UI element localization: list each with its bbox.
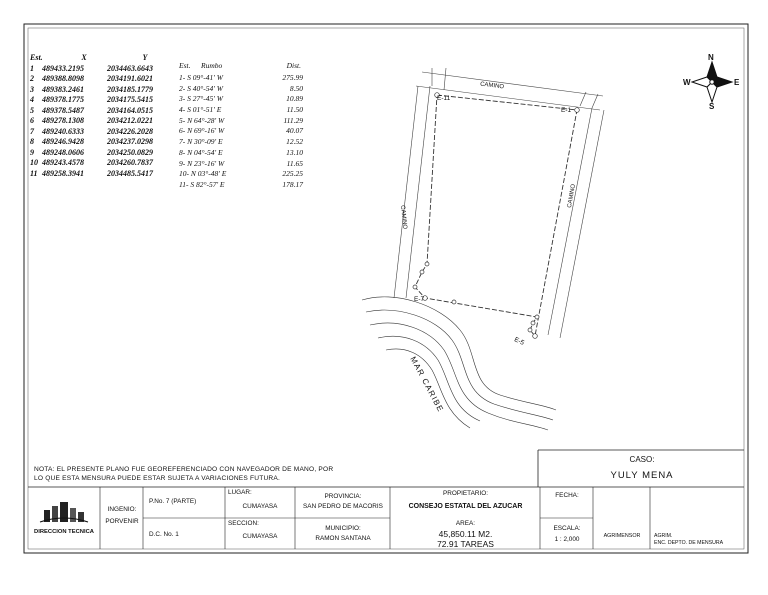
provincia-label: PROVINCIA: — [324, 493, 362, 500]
coordinate-cell: 489378.1775 — [42, 95, 84, 104]
coordinate-row — [30, 95, 180, 106]
direccion-tecnica-logo-icon — [36, 496, 92, 526]
bearing-cell: 3- S 27°-45' W — [179, 94, 223, 104]
seccion-label: SECCION: — [228, 520, 259, 527]
compass-rose-icon — [692, 62, 732, 102]
coordinates-header: Est. X Y — [30, 53, 148, 62]
coordinate-cell: 489248.0606 — [42, 147, 84, 157]
coordinate-row — [30, 85, 180, 96]
compass-w: W — [683, 78, 691, 87]
area-label: AREA: — [455, 520, 476, 527]
coordinate-cell: 2034226.2028 — [107, 126, 153, 136]
coordinate-row — [30, 74, 180, 85]
coordinates-table — [30, 53, 180, 179]
bearing-row — [179, 116, 303, 127]
provincia-value: SAN PEDRO DE MACORIS — [303, 503, 383, 510]
coordinate-cell: 6 — [30, 116, 34, 125]
agrim-label: AGRIM. — [654, 533, 673, 539]
coordinate-row — [30, 158, 180, 169]
coordinate-cell: 2034185.1779 — [107, 84, 153, 94]
agrimensor-label: AGRIMENSOR — [603, 533, 641, 539]
station-label-e1: E-1 — [561, 107, 572, 114]
distance-cell: 13.10 — [286, 147, 303, 157]
coordinate-row — [30, 116, 180, 127]
bearing-row — [179, 126, 303, 137]
distance-cell: 225.25 — [282, 169, 303, 179]
bearing-cell: 11- S 82°-57' E — [179, 179, 225, 189]
propietario-label: PROPIETARIO: — [443, 490, 488, 497]
distance-cell: 11.50 — [286, 105, 303, 115]
municipio-label: MUNICIPIO: — [325, 525, 361, 532]
bearing-cell: 6- N 69°-16' W — [179, 126, 225, 136]
distance-cell: 8.50 — [289, 83, 303, 93]
case-name: YULY MENA — [610, 470, 674, 481]
coordinate-cell: 2034175.5415 — [107, 95, 153, 104]
compass-s: S — [709, 102, 715, 111]
coordinate-cell: 489388.8098 — [42, 74, 84, 83]
bearing-cell: 4- S 01°-51' E — [179, 105, 222, 115]
coordinate-row — [30, 137, 180, 148]
case-label: CASO: — [629, 455, 655, 464]
station-label-e7: E-7 — [414, 296, 425, 303]
coordinate-cell: 489383.2461 — [42, 84, 84, 94]
distance-cell: 111.29 — [283, 115, 303, 125]
coordinate-cell: 11 — [30, 168, 38, 178]
lugar-label: LUGAR: — [228, 489, 252, 496]
bearing-cell: 2- S 40°-54' W — [179, 83, 223, 93]
parcela-value: P.No. 7 (PARTE) — [149, 498, 197, 505]
bearings-header: Est. Rumbo Dist. — [179, 61, 301, 70]
ingenio-label: INGENIO: — [107, 506, 137, 513]
enc-depto-label: ENC. DEPTO. DE MENSURA — [654, 540, 724, 546]
road-label-top: CAMINO — [479, 81, 505, 91]
fecha-label: FECHA: — [555, 492, 579, 499]
distance-cell: 178.17 — [282, 179, 303, 189]
coordinate-cell: 9 — [30, 147, 34, 157]
coordinate-cell: 2034212.0221 — [107, 116, 153, 125]
coordinate-cell: 489246.9428 — [42, 137, 84, 146]
coordinate-row — [30, 169, 180, 180]
bearing-row — [179, 169, 303, 180]
coordinate-cell: 2034237.0298 — [107, 137, 153, 146]
coordinate-row — [30, 64, 180, 75]
coordinate-cell: 2034164.0515 — [107, 105, 153, 115]
distance-cell: 10.89 — [286, 94, 303, 104]
bearing-row — [179, 94, 303, 105]
ingenio-value: PORVENIR — [105, 518, 139, 525]
coordinate-cell: 2034250.0829 — [107, 147, 153, 157]
bearing-row — [179, 148, 303, 159]
propietario-value: CONSEJO ESTATAL DEL AZUCAR — [408, 503, 523, 510]
coordinate-cell: 489258.3941 — [42, 168, 84, 178]
distance-cell: 12.52 — [286, 137, 303, 147]
bearings-table — [179, 61, 303, 191]
coordinate-row — [30, 148, 180, 159]
bearing-cell: 5- N 64°-28' W — [179, 115, 225, 125]
escala-label: ESCALA: — [553, 525, 581, 532]
dc-value: D.C. No. 1 — [149, 531, 179, 538]
sea-label: MAR CARIBE — [408, 355, 446, 414]
bearing-cell: 9- N 23°-16' W — [179, 158, 225, 168]
coordinate-cell: 2 — [30, 74, 34, 83]
bearing-row — [179, 180, 303, 191]
bearing-row — [179, 84, 303, 95]
georeference-note: NOTA: EL PRESENTE PLANO FUE GEOREFERENCIADO CON NAVEGADOR DE MANO, POR LO QUE ESTA MENSURA PUEDE ESTAR SUJETA A VARIACIONES FUTURA. — [34, 466, 334, 482]
seccion-value: CUMAYASA — [242, 533, 278, 540]
coordinate-cell: 489240.6333 — [42, 126, 84, 136]
coordinate-cell: 2034463.6643 — [107, 63, 153, 73]
coordinate-cell: 489378.5487 — [42, 105, 84, 115]
bearing-cell: 8- N 04°-54' E — [179, 147, 223, 157]
escala-value: 1 : 2,000 — [554, 536, 580, 543]
coordinate-row — [30, 106, 180, 117]
road-label-right: CAMINO — [566, 183, 578, 209]
coordinate-cell: 7 — [30, 126, 34, 136]
coordinate-cell: 10 — [30, 158, 38, 167]
station-label-e5: E-5 — [512, 336, 526, 347]
coordinate-cell: 8 — [30, 137, 34, 146]
bearing-row — [179, 73, 303, 84]
coordinate-cell: 2034485.5417 — [107, 168, 153, 178]
municipio-value: RAMON SANTANA — [315, 535, 371, 542]
compass-n: N — [708, 53, 714, 62]
parcel-boundary — [415, 95, 577, 336]
bearing-row — [179, 137, 303, 148]
distance-cell: 275.99 — [282, 73, 303, 82]
bearing-row — [179, 159, 303, 170]
coordinate-row — [30, 127, 180, 138]
lugar-value: CUMAYASA — [242, 503, 278, 510]
area-m2: 45,850.11 M2. — [438, 529, 493, 539]
coordinate-cell: 489278.1308 — [42, 116, 84, 125]
bearing-cell: 10- N 03°-48' E — [179, 169, 227, 179]
logo-text: DIRECCION TECNICA — [34, 529, 94, 535]
coordinate-cell: 489243.4578 — [42, 158, 84, 167]
road-label-left: CAMINO — [399, 205, 408, 230]
coordinate-cell: 3 — [30, 84, 34, 94]
area-tareas: 72.91 TAREAS — [437, 539, 494, 549]
distance-cell: 11.65 — [286, 158, 303, 168]
coordinate-cell: 1 — [30, 63, 34, 73]
station-label-e11: E-11 — [437, 95, 451, 102]
bearing-row — [179, 105, 303, 116]
coordinate-cell: 489433.2195 — [42, 63, 84, 73]
coastline — [362, 297, 556, 430]
coordinate-cell: 2034191.6021 — [107, 74, 153, 83]
coordinate-cell: 5 — [30, 105, 34, 115]
bearing-cell: 1- S 09°-41' W — [179, 73, 223, 82]
distance-cell: 40.07 — [286, 126, 303, 136]
coordinate-cell: 2034260.7837 — [107, 158, 153, 167]
compass-e: E — [734, 78, 740, 87]
bearing-cell: 7- N 30°-09' E — [179, 137, 223, 147]
coordinate-cell: 4 — [30, 95, 34, 104]
